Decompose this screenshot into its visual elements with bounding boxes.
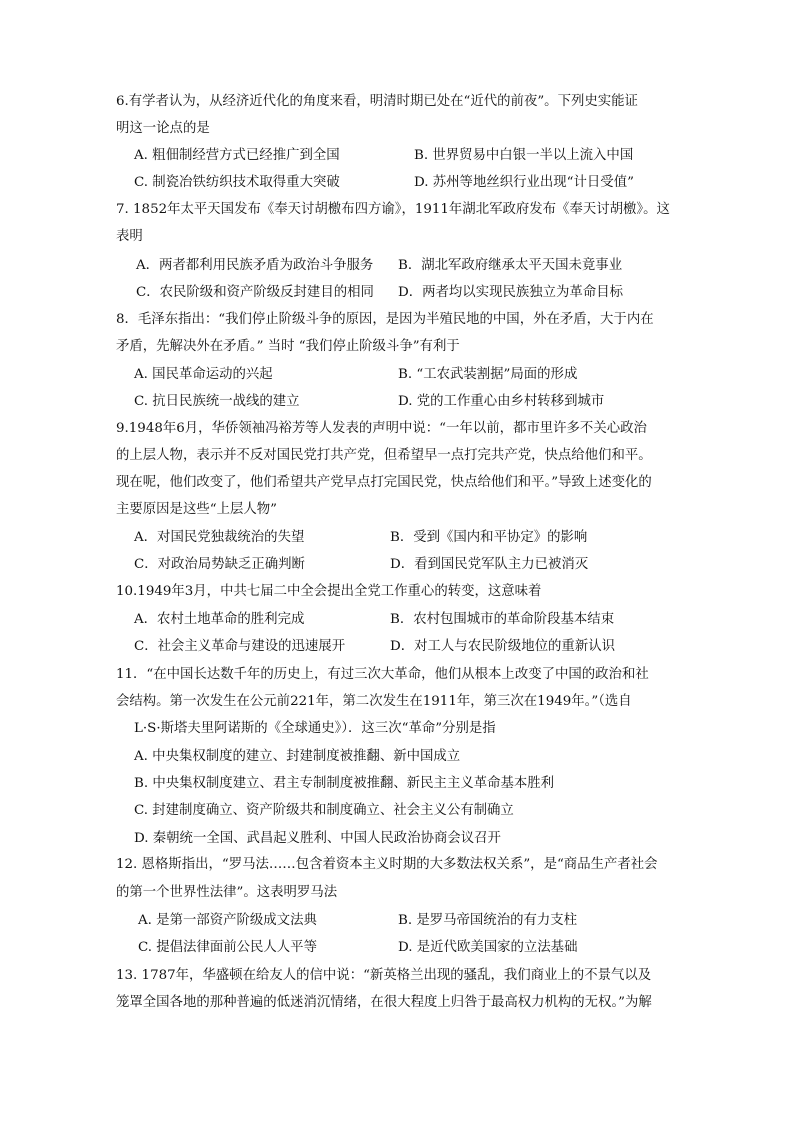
question-10-option-d: D．对工人与农民阶级地位的重新认识 (390, 639, 615, 654)
question-11-stem-line-1: 11．“在中国长达数千年的历史上，有过三次大革命，他们从根本上改变了中国的政治和社 (116, 667, 649, 682)
question-10-option-a: A．农村土地革命的胜利完成 (134, 612, 305, 627)
question-12-option-d: D. 是近代欧美国家的立法基础 (398, 940, 578, 955)
question-12-stem-line-2: 的第一个世界性法律”。这表明罗马法 (116, 885, 338, 900)
question-13-stem-line-1: 13. 1787年，华盛顿在给友人的信中说：“新英格兰出现的骚乱，我们商业上的不景气以及 (116, 968, 652, 983)
question-11-option-d: D. 秦朝统一全国、武昌起义胜利、中国人民政治协商会议召开 (134, 831, 501, 846)
question-7-option-b: B．湖北军政府继承太平天国未竟事业 (398, 258, 623, 273)
question-8-stem-line-1: 8．毛泽东指出：“我们停止阶级斗争的原因，是因为半殖民地的中国，外在矛盾，大于内在 (116, 312, 654, 327)
question-6-option-a: A. 粗佃制经营方式已经推广到全国 (134, 148, 340, 163)
question-11-stem-line-2: 会结构。第一次发生在公元前221年，第二次发生在1911年，第三次在1949年。”（选自 (116, 694, 632, 709)
question-9-stem-line-1: 9.1948年6月，华侨领袖冯裕芳等人发表的声明中说：“一年以前，都市里许多不关心政治 (116, 421, 647, 436)
question-7-option-a: A．两者都利用民族矛盾为政治斗争服务 (136, 258, 374, 273)
question-6-option-d: D. 苏州等地丝织行业出现“计日受值” (414, 175, 634, 190)
question-9-option-b: B．受到《国内和平协定》的影响 (390, 530, 588, 545)
question-12-stem-line-1: 12. 恩格斯指出，“罗马法……包含着资本主义时期的大多数法权关系”，是“商品生产者社会 (116, 857, 658, 872)
question-10-option-b: B．农村包围城市的革命阶段基本结束 (390, 612, 615, 627)
question-7-stem-line-2: 表明 (116, 229, 143, 244)
question-12-option-a: A. 是第一部资产阶级成文法典 (138, 913, 317, 928)
question-9-option-a: A．对国民党独裁统治的失望 (134, 530, 305, 545)
question-9-option-d: D．看到国民党军队主力已被消灭 (390, 557, 589, 572)
question-12-option-c: C. 提倡法律面前公民人人平等 (138, 940, 317, 955)
question-11-option-b: B. 中央集权制度建立、君主专制制度被推翻、新民主主义革命基本胜利 (134, 776, 555, 791)
question-8-option-c: C. 抗日民族统一战线的建立 (134, 394, 300, 409)
question-7-stem-line-1: 7. 1852年太平天国发布《奉天讨胡檄布四方谕》，1911年湖北军政府发布《奉天讨胡檄》。这 (116, 202, 670, 217)
question-9-option-c: C．对政治局势缺乏正确判断 (134, 557, 305, 572)
question-6-option-c: C. 制瓷冶铁纺织技术取得重大突破 (134, 175, 340, 190)
question-13-stem-line-2: 笼罩全国各地的那种普遍的低迷消沉情绪，在很大程度上归咎于最高权力机构的无权。”为解 (116, 995, 652, 1010)
question-11-option-c: C. 封建制度确立、资产阶级共和制度确立、社会主义公有制确立 (134, 803, 514, 818)
question-11-option-a: A. 中央集权制度的建立、封建制度被推翻、新中国成立 (134, 749, 461, 764)
question-11-stem-line-3: L·S·斯塔夫里阿诺斯的《全球通史》）．这三次“革命”分别是指 (134, 721, 496, 736)
question-7-option-c: C．农民阶级和资产阶级反封建目的相同 (136, 285, 374, 300)
question-12-option-b: B. 是罗马帝国统治的有力支柱 (398, 913, 578, 928)
question-9-stem-line-2: 的上层人物，表示并不反对国民党打共产党，但希望早一点打完共产党，快点给他们和平。 (116, 448, 652, 463)
question-7-option-d: D．两者均以实现民族独立为革命目标 (398, 285, 623, 300)
question-6-stem-line-1: 6.有学者认为，从经济近代化的角度来看，明清时期已处在“近代的前夜”。下列史实能证 (116, 94, 638, 109)
question-8-option-d: D. 党的工作重心由乡村转移到城市 (398, 394, 605, 409)
question-6-option-b: B. 世界贸易中白银一半以上流入中国 (414, 148, 634, 163)
question-10-stem-line-1: 10.1949年3月，中共七届二中全会提出全党工作重心的转变，这意味着 (116, 584, 542, 599)
question-10-option-c: C．社会主义革命与建设的迅速展开 (134, 639, 346, 654)
question-9-stem-line-4: 主要原因是这些“上层人物” (116, 502, 277, 517)
question-8-stem-line-2: 矛盾，先解决外在矛盾。” 当时 “我们停止阶级斗争”有利于 (116, 339, 460, 354)
question-8-option-b: B. “工农武装割据”局面的形成 (398, 367, 578, 382)
question-8-option-a: A. 国民革命运动的兴起 (134, 367, 273, 382)
question-6-stem-line-2: 明这一论点的是 (116, 121, 210, 136)
question-9-stem-line-3: 现在呢，他们改变了，他们希望共产党早点打完国民党，快点给他们和平。”导致上述变化的 (116, 475, 652, 490)
